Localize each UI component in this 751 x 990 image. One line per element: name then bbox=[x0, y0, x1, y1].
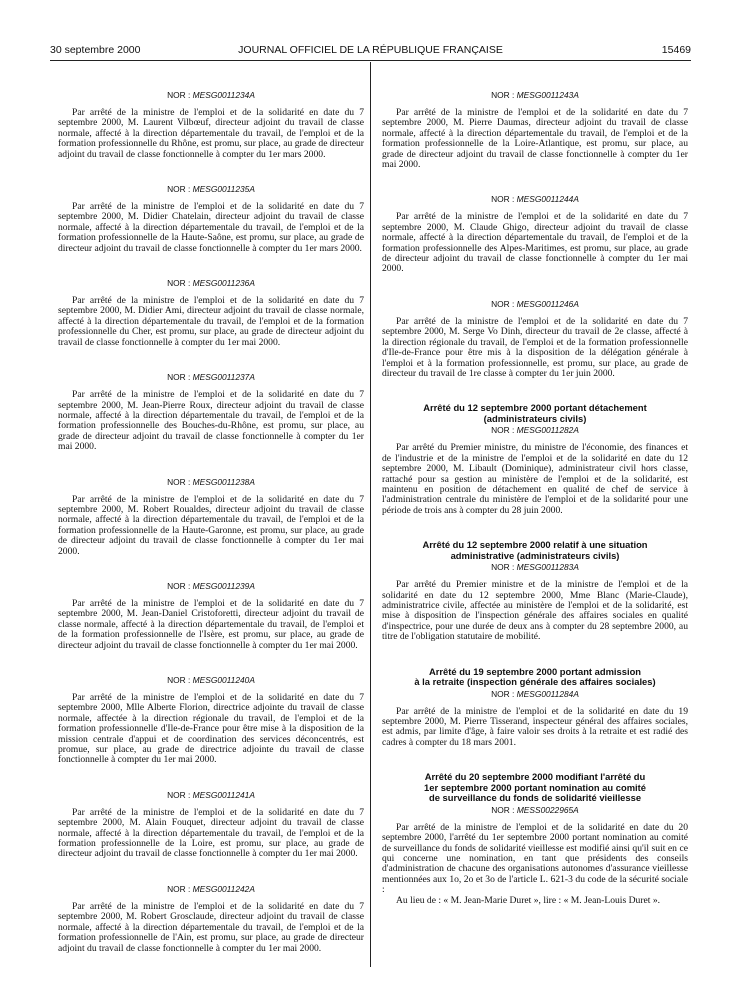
decree-text: Par arrêté de la ministre de l'emploi et de la solidarité en date du 7 septembre 2000, M. Didier Ami, directeur adjoint du travail de classe normale, affecté à la direction départementale du travail, de l'emploi et de la formation professionnelle du Cher, est promu, sur place, au grade de directeur adjoint du travail de classe fonctionnelle à compter du 1er mai 2000. bbox=[58, 295, 364, 348]
decree-entry bbox=[58, 278, 364, 348]
nor-label: NOR : bbox=[491, 804, 515, 815]
decree-text: Par arrêté du Premier ministre, du ministre de l'économie, des finances et de l'industrie et de la ministre de l'emploi et de la solidarité en date du 12 septembre 2000, M. Libault (Dominique), administrateur civil hors classe, rattaché pour sa gestion au ministère de l'emploi et de la solidarité, est maintenu en position de détachement en qualité de chef de service à l'administration centrale du ministère de l'emploi et de la solidarité pour une période de trois ans à compter du 28 juin 2000. bbox=[382, 442, 688, 516]
decree-text: Par arrêté de la ministre de l'emploi et de la solidarité en date du 7 septembre 2000, M. Robert Roualdes, directeur adjoint du travail de classe normale, affecté à la direction départementale du travail, de l'emploi et de la formation professionnelle de la Haute-Garonne, est promu, sur place, au grade de directeur adjoint du travail de classe fonctionnelle à compter du 1er mai 2000. bbox=[58, 493, 364, 557]
section-heading-line: administrative (administrateurs civils) bbox=[450, 549, 620, 561]
section-detachement bbox=[382, 403, 688, 516]
decree-text: Par arrêté de la ministre de l'emploi et de la solidarité en date du 7 septembre 2000, M. Serge Vo Dinh, directeur du travail de 2e classe, affecté à la direction régionale du travail, de l'emploi et de la formation professionnelle d'Ile-de-France pour être mis à la disposition de la délégation générale à l'emploi et à la formation professionnelle, est promu, sur place, au grade de directeur du travail de 1re classe à compter du 1er juin 2000. bbox=[382, 315, 688, 379]
section-heading-line: (administrateurs civils) bbox=[483, 412, 587, 424]
nor-reference bbox=[382, 299, 688, 310]
nor-code: MESG0011241A bbox=[192, 789, 255, 800]
decree-text: Par arrêté de la ministre de l'emploi et de la solidarité en date du 7 septembre 2000, M. Didier Chatelain, directeur adjoint du travail de classe normale, affecté à la direction départementale du travail, de l'emploi et de la formation professionnelle de la Haute-Saône, est promu, sur place, au grade de directeur adjoint du travail de classe fonctionnelle à compter du 1er mars 2000. bbox=[58, 201, 364, 254]
nor-label: NOR : bbox=[167, 675, 191, 685]
decree-entry bbox=[382, 194, 688, 274]
nor-label: NOR : bbox=[491, 298, 515, 309]
nor-reference bbox=[382, 805, 688, 816]
nor-label: NOR : bbox=[167, 278, 191, 289]
decree-entry bbox=[58, 790, 364, 860]
nor-code: MESG0011235A bbox=[192, 184, 255, 195]
section-heading-line: de surveillance du fonds de solidarité vieillesse bbox=[428, 792, 642, 804]
section-heading-line: Arrêté du 19 septembre 2000 portant admission bbox=[428, 665, 642, 677]
nor-reference bbox=[58, 581, 364, 592]
nor-label: NOR : bbox=[167, 90, 191, 100]
section-situation-administrative bbox=[382, 540, 688, 642]
section-heading-line: Arrêté du 12 septembre 2000 relatif à une situation bbox=[422, 539, 648, 551]
nor-label: NOR : bbox=[167, 184, 191, 195]
decree-entry bbox=[58, 90, 364, 160]
section-heading-line: à la retraite (inspection générale des affaires sociales) bbox=[414, 676, 656, 688]
nor-reference bbox=[58, 278, 364, 289]
nor-reference bbox=[58, 477, 364, 488]
decree-text: Par arrêté de la ministre de l'emploi et de la solidarité en date du 7 septembre 2000, Mlle Alberte Florion, directrice adjointe du travail de classe normale, affectée à la direction régionale du travail, de l'emploi et de la formation professionnelle d'Ile-de-France pour être mise à la disposition de la mission centrale d'appui et de coordination des services déconcentrés, est promue, sur place, au grade de directrice adjointe du travail de classe fonctionnelle à compter du 1er mai 2000. bbox=[58, 692, 364, 766]
right-column bbox=[382, 90, 688, 906]
section-heading bbox=[382, 667, 688, 688]
decree-text: Par arrêté de la ministre de l'emploi et de la solidarité en date du 19 septembre 2000, M. Pierre Tisserand, inspecteur général des affaires sociales, est admis, par limite d'âge, à faire valoir ses droits à la retraite et est radié des cadres à compter du 18 mars 2001. bbox=[382, 705, 688, 748]
nor-label: NOR : bbox=[167, 476, 191, 487]
nor-code: MESG0011246A bbox=[516, 298, 579, 309]
section-heading-line: Arrêté du 20 septembre 2000 modifiant l'arrêté du bbox=[424, 771, 646, 783]
nor-reference bbox=[382, 90, 688, 101]
decree-entry bbox=[382, 299, 688, 379]
nor-label: NOR : bbox=[491, 90, 515, 100]
nor-code: MESG0011284A bbox=[516, 688, 579, 699]
nor-code: MESG0011234A bbox=[192, 90, 255, 100]
nor-code: MESG0011244A bbox=[516, 194, 579, 205]
section-fonds-solidarite bbox=[382, 772, 688, 906]
nor-label: NOR : bbox=[491, 194, 515, 205]
decree-text: Par arrêté de la ministre de l'emploi et de la solidarité en date du 7 septembre 2000, M. Jean-Pierre Roux, directeur adjoint du travail de classe normale, affecté à la direction départementale du travail, de l'emploi et de la formation professionnelle des Bouches-du-Rhône, est promu, sur place, au grade de directeur adjoint du travail de classe fonctionnelle à compter du 1er mai 2000. bbox=[58, 389, 364, 453]
header-title: JOURNAL OFFICIEL DE LA RÉPUBLIQUE FRANÇAISE bbox=[238, 44, 503, 56]
nor-label: NOR : bbox=[491, 688, 515, 699]
header-page-number: 15469 bbox=[661, 44, 691, 56]
section-admission-retraite bbox=[382, 667, 688, 749]
nor-label: NOR : bbox=[491, 562, 515, 573]
nor-label: NOR : bbox=[167, 580, 191, 591]
nor-reference bbox=[58, 884, 364, 895]
decree-entry bbox=[382, 90, 688, 170]
nor-reference bbox=[58, 675, 364, 686]
header-rule bbox=[50, 60, 691, 61]
decree-text: Par arrêté de la ministre de l'emploi et de la solidarité en date du 7 septembre 2000, M. Jean-Daniel Cristoforetti, directeur adjoint du travail de classe normale, affecté à la direction départementale du travail, de l'emploi et de la formation professionnelle de l'Isère, est promu, sur place, au grade de directeur adjoint du travail de classe fonctionnelle à compter du 1er mai 2000. bbox=[58, 597, 364, 651]
decree-text: Par arrêté de la ministre de l'emploi et de la solidarité en date du 7 septembre 2000, M. Robert Grosclaude, directeur adjoint du travail de classe normale, affecté à la direction départementale du travail, de l'emploi et de la formation professionnelle de l'Ain, est promu, sur place, au grade de directeur adjoint du travail de classe fonctionnelle à compter du 1er mai 2000. bbox=[58, 900, 364, 954]
decree-entry bbox=[58, 372, 364, 452]
section-heading-line: 1er septembre 2000 portant nomination au comité bbox=[424, 781, 646, 793]
nor-label: NOR : bbox=[491, 425, 515, 436]
nor-reference bbox=[382, 425, 688, 436]
nor-code: MESG0011243A bbox=[516, 90, 579, 100]
nor-code: MESG0011239A bbox=[192, 580, 255, 591]
decree-entry bbox=[58, 477, 364, 557]
nor-code: MESG0011282A bbox=[516, 425, 579, 436]
nor-reference bbox=[382, 194, 688, 205]
decree-text: Par arrêté de la ministre de l'emploi et de la solidarité en date du 7 septembre 2000, M. Alain Fouquet, directeur adjoint du travail de classe normale, affecté à la direction départementale du travail, de l'emploi et de la formation professionnelle de la Loire, est promu, sur place, au grade de directeur adjoint du travail de classe fonctionnelle à compter du 1er mai 2000. bbox=[58, 806, 364, 860]
nor-code: MESG0011283A bbox=[516, 562, 579, 573]
nor-reference bbox=[382, 562, 688, 573]
column-divider bbox=[370, 62, 371, 967]
nor-label: NOR : bbox=[167, 372, 191, 383]
section-heading bbox=[382, 403, 688, 424]
section-heading bbox=[382, 540, 688, 561]
decree-entry bbox=[58, 581, 364, 651]
nor-code: MESG0011238A bbox=[192, 476, 255, 487]
decree-text: Par arrêté de la ministre de l'emploi et de la solidarité en date du 20 septembre 2000, l'arrêté du 1er septembre 2000 portant nomination au comité de surveillance du fonds de solidarité vieillesse est modifié ainsi qu'il suit en ce qui concerne une nomination, en tant que présidents des conseils d'administration de chacune des organisations autonomes d'assurance vieillesse mentionnées aux 1o, 2o et 3o de l'article L. 621-3 du code de la sécurité sociale : bbox=[382, 821, 688, 896]
decree-text: Par arrêté de la ministre de l'emploi et de la solidarité en date du 7 septembre 2000, M. Laurent Vilbœuf, directeur adjoint du travail de classe normale, affecté à la direction départementale du travail, de l'emploi et de la formation professionnelle du Rhône, est promu, sur place, au grade de directeur adjoint du travail de classe fonctionnelle à compter du 1er mars 2000. bbox=[58, 107, 364, 160]
decree-entry bbox=[58, 675, 364, 766]
decree-text: Par arrêté du Premier ministre et de la ministre de l'emploi et de la solidarité en date du 12 septembre 2000, Mme Blanc (Marie-Claude), administratrice civile, affectée au ministère de l'emploi et de la solidarité, est mise à disposition de l'inspection générale des affaires sociales en qualité d'inspectrice, pour une durée de deux ans à compter du 28 septembre 2000, au titre de l'obligation statutaire de mobilité. bbox=[382, 579, 688, 643]
decree-text: Par arrêté de la ministre de l'emploi et de la solidarité en date du 7 septembre 2000, M. Claude Ghigo, directeur adjoint du travail de classe normale, affecté à la direction départementale du travail, de l'emploi et de la formation professionnelle des Alpes-Maritimes, est promu, sur place, au grade de directeur adjoint du travail de classe fonctionnelle à compter du 1er mai 2000. bbox=[382, 211, 688, 275]
nor-label: NOR : bbox=[167, 789, 191, 800]
left-column bbox=[58, 90, 364, 978]
decree-entry bbox=[58, 184, 364, 254]
section-heading-line: Arrêté du 12 septembre 2000 portant détachement bbox=[423, 402, 647, 414]
nor-code: MESG0011237A bbox=[192, 372, 255, 383]
nor-code: MESG0011242A bbox=[192, 883, 255, 894]
decree-correction-text: Au lieu de : « M. Jean-Marie Duret », lire : « M. Jean-Louis Duret ». bbox=[396, 894, 661, 906]
nor-reference bbox=[58, 372, 364, 383]
section-heading bbox=[382, 772, 688, 804]
nor-label: NOR : bbox=[167, 883, 191, 894]
page-header bbox=[50, 44, 691, 58]
nor-reference bbox=[58, 90, 364, 101]
header-date: 30 septembre 2000 bbox=[50, 44, 141, 56]
nor-code: MESG0011240A bbox=[192, 675, 255, 685]
nor-code: MESG0011236A bbox=[192, 278, 255, 289]
nor-code: MESS0022965A bbox=[516, 804, 579, 815]
nor-reference bbox=[382, 689, 688, 700]
nor-reference bbox=[58, 790, 364, 801]
decree-entry bbox=[58, 884, 364, 954]
nor-reference bbox=[58, 184, 364, 195]
decree-text: Par arrêté de la ministre de l'emploi et de la solidarité en date du 7 septembre 2000, M. Pierre Daumas, directeur adjoint du travail de classe normale, affecté à la direction départementale du travail, de l'emploi et de la formation professionnelle de la Loire-Atlantique, est promu, sur place, au grade de directeur adjoint du travail de classe fonctionnelle à compter du 1er mai 2000. bbox=[382, 107, 688, 171]
